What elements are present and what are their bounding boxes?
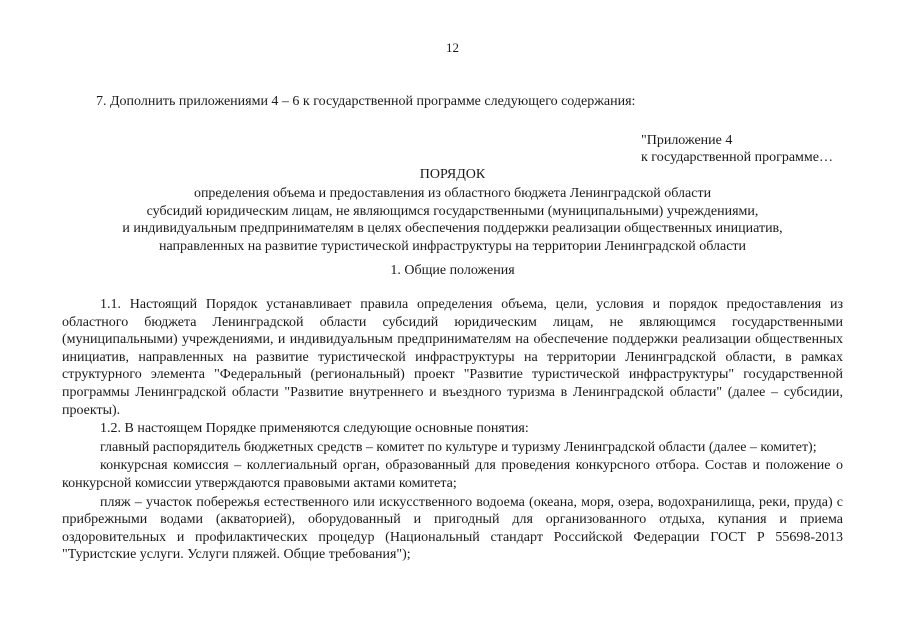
appendix-reference <box>641 132 833 166</box>
body-text <box>62 296 843 564</box>
definition-beach: пляж – участок побережья естественного или искусственного водоема (океана, моря, озера, водохранилища, реки, пруда) с прибрежными водами (акваторией), оборудованный и пригодный для организованного отдыха, купания и приема оздоровительных и профилактических процедур (Национальный стандарт Российской Федерации ГОСТ Р 55698-2013 "Туристские услуги. Услуги пляжей. Общие требования"); <box>62 494 843 563</box>
subtitle-line: направленных на развитие туристической инфраструктуры на территории Ленинградской области <box>158 238 747 254</box>
page-number: 12 <box>446 40 459 55</box>
appendix-line-2: к государственной программе… <box>641 150 833 165</box>
intro-line: 7. Дополнить приложениями 4 – 6 к государственной программе следующего содержания: <box>96 94 636 109</box>
paragraph-1-1: 1.1. Настоящий Порядок устанавливает правила определения объема, цели, условия и порядок предоставления из областного бюджета Ленинградской области субсидий юридическим лицам, не являющимся государственными (муниципальными) учреждениями, и индивидуальным предпринимателям на обеспечение поддержки реализации общественных инициатив, направленных на развитие туристической инфраструктуры на территории Ленинградской области, в рамках структурного элемента "Федеральный (региональный) проект "Развитие туристической инфраструктуры" государственной программы Ленинградской области "Развитие внутреннего и въездного туризма в Ленинградской области" (далее – субсидии, проекты). <box>62 297 843 418</box>
definition-competition-commission: конкурсная комиссия – коллегиальный орган, образованный для проведения конкурсного отбора. Состав и положение о конкурсной комиссии утверждаются правовыми актами комитета; <box>62 458 843 491</box>
subtitle-line: субсидий юридическим лицам, не являющимся государственными (муниципальными) учреждениями, <box>146 203 759 219</box>
paragraph-1-2: 1.2. В настоящем Порядке применяются следующие основные понятия: <box>100 421 529 437</box>
subtitle-line: и индивидуальным предпринимателям в целях обеспечения поддержки реализации общественных инициатив, <box>122 221 783 236</box>
section-heading: 1. Общие положения <box>390 263 515 278</box>
definition-chief-manager: главный распорядитель бюджетных средств – комитет по культуре и туризму Ленинградской области (далее – комитет); <box>100 439 817 455</box>
subtitle-line: определения объема и предоставления из областного бюджета Ленинградской области <box>193 186 712 201</box>
document-title: ПОРЯДОК <box>419 167 486 182</box>
document-subtitle <box>0 185 905 255</box>
appendix-line-1: "Приложение 4 <box>641 133 733 148</box>
